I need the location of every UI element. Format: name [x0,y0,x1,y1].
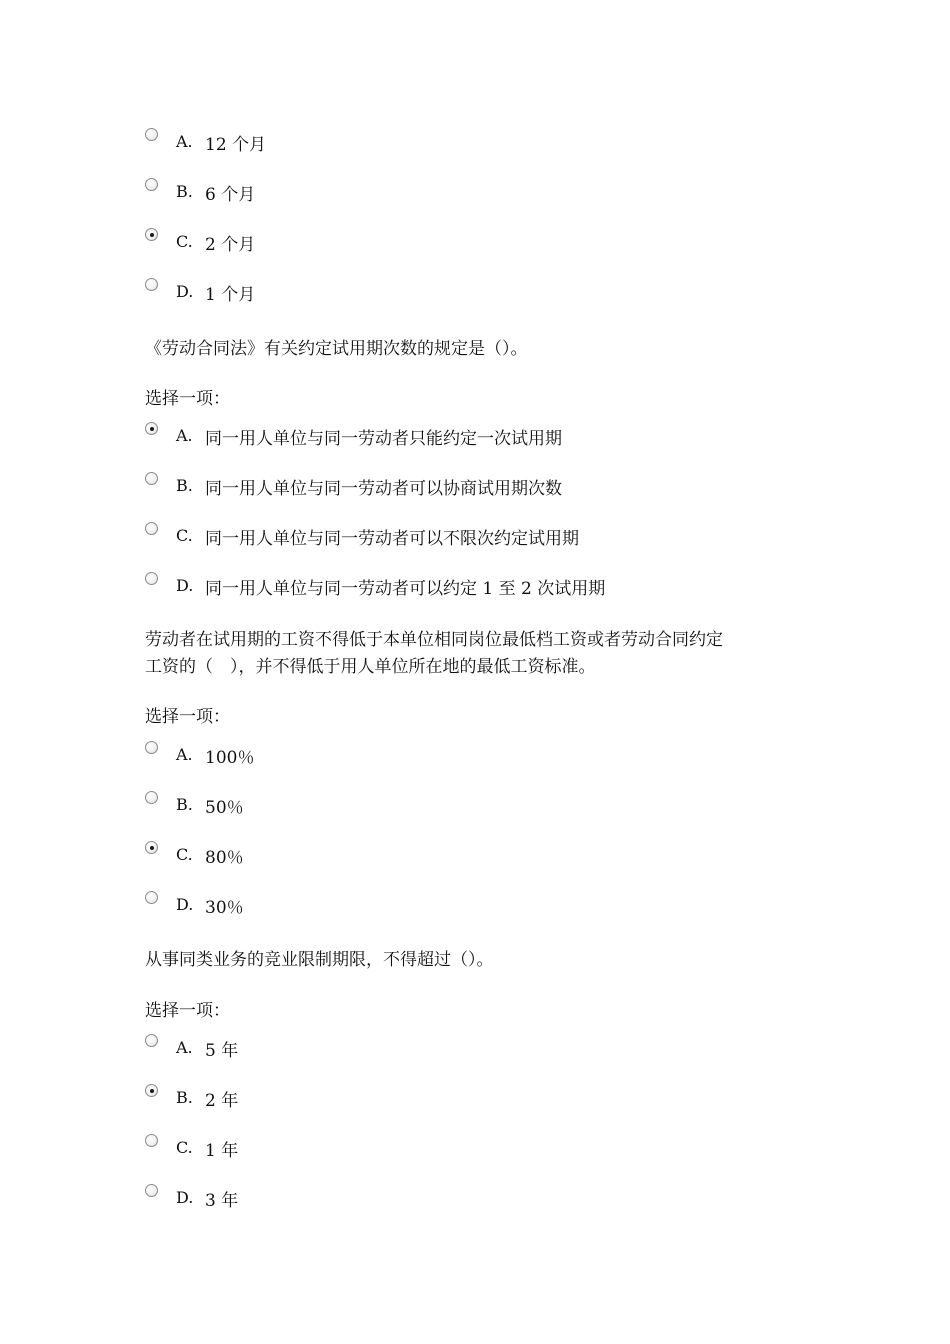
radio-icon[interactable] [145,128,158,141]
radio-icon[interactable] [145,178,158,191]
option-letter: B. [176,476,193,495]
option-letter: D. [176,1188,194,1207]
radio-icon[interactable] [145,522,158,535]
option-letter: D. [176,895,194,914]
option-letter: A. [176,132,193,151]
option-letter: B. [176,1088,193,1107]
option-letter: C. [176,526,193,545]
option-text: 30％ [205,898,244,918]
option-text: 同一用人单位与同一劳动者可以不限次约定试用期 [205,529,579,549]
option-letter: C. [176,1138,193,1157]
option-letter: D. [176,282,194,301]
radio-icon[interactable] [145,472,158,485]
q2-question-text [145,627,825,681]
option-text: 50％ [205,798,244,818]
q1-prompt: 选择一项： [145,389,230,409]
option-text: 6 个月 [205,185,256,205]
option-letter: D. [176,576,194,595]
option-text: 5 年 [205,1041,239,1061]
radio-icon[interactable] [145,228,158,241]
option-text: 同一用人单位与同一劳动者可以协商试用期次数 [205,479,562,499]
option-letter: A. [176,426,193,445]
q3-prompt: 选择一项： [145,1001,230,1021]
radio-icon[interactable] [145,278,158,291]
radio-icon[interactable] [145,741,158,754]
radio-icon[interactable] [145,891,158,904]
option-text: 100％ [205,748,255,768]
option-letter: A. [176,745,193,764]
option-text: 80％ [205,848,244,868]
radio-icon[interactable] [145,1184,158,1197]
option-letter: B. [176,182,193,201]
radio-icon[interactable] [145,1034,158,1047]
q1-question-text: 《劳动合同法》有关约定试用期次数的规定是（）。 [145,339,528,359]
radio-icon[interactable] [145,572,158,585]
q2-question-line1: 劳动者在试用期的工资不得低于本单位相同岗位最低档工资或者劳动合同约定 [145,630,723,650]
option-letter: A. [176,1038,193,1057]
radio-icon[interactable] [145,1084,158,1097]
option-text: 2 个月 [205,235,256,255]
option-text: 12 个月 [205,135,267,155]
option-letter: C. [176,232,193,251]
option-letter: C. [176,845,193,864]
option-text: 同一用人单位与同一劳动者只能约定一次试用期 [205,429,562,449]
option-text: 同一用人单位与同一劳动者可以约定 1 至 2 次试用期 [205,579,606,599]
radio-icon[interactable] [145,841,158,854]
radio-icon[interactable] [145,422,158,435]
option-letter: B. [176,795,193,814]
radio-icon[interactable] [145,1134,158,1147]
q2-question-line2: 工资的（ ），并不得低于用人单位所在地的最低工资标准。 [145,657,596,677]
option-text: 3 年 [205,1191,239,1211]
option-text: 1 个月 [205,285,256,305]
option-text: 2 年 [205,1091,239,1111]
q3-question-text: 从事同类业务的竞业限制期限，不得超过（）。 [145,950,494,970]
radio-icon[interactable] [145,791,158,804]
q2-prompt: 选择一项： [145,707,230,727]
option-text: 1 年 [205,1141,239,1161]
